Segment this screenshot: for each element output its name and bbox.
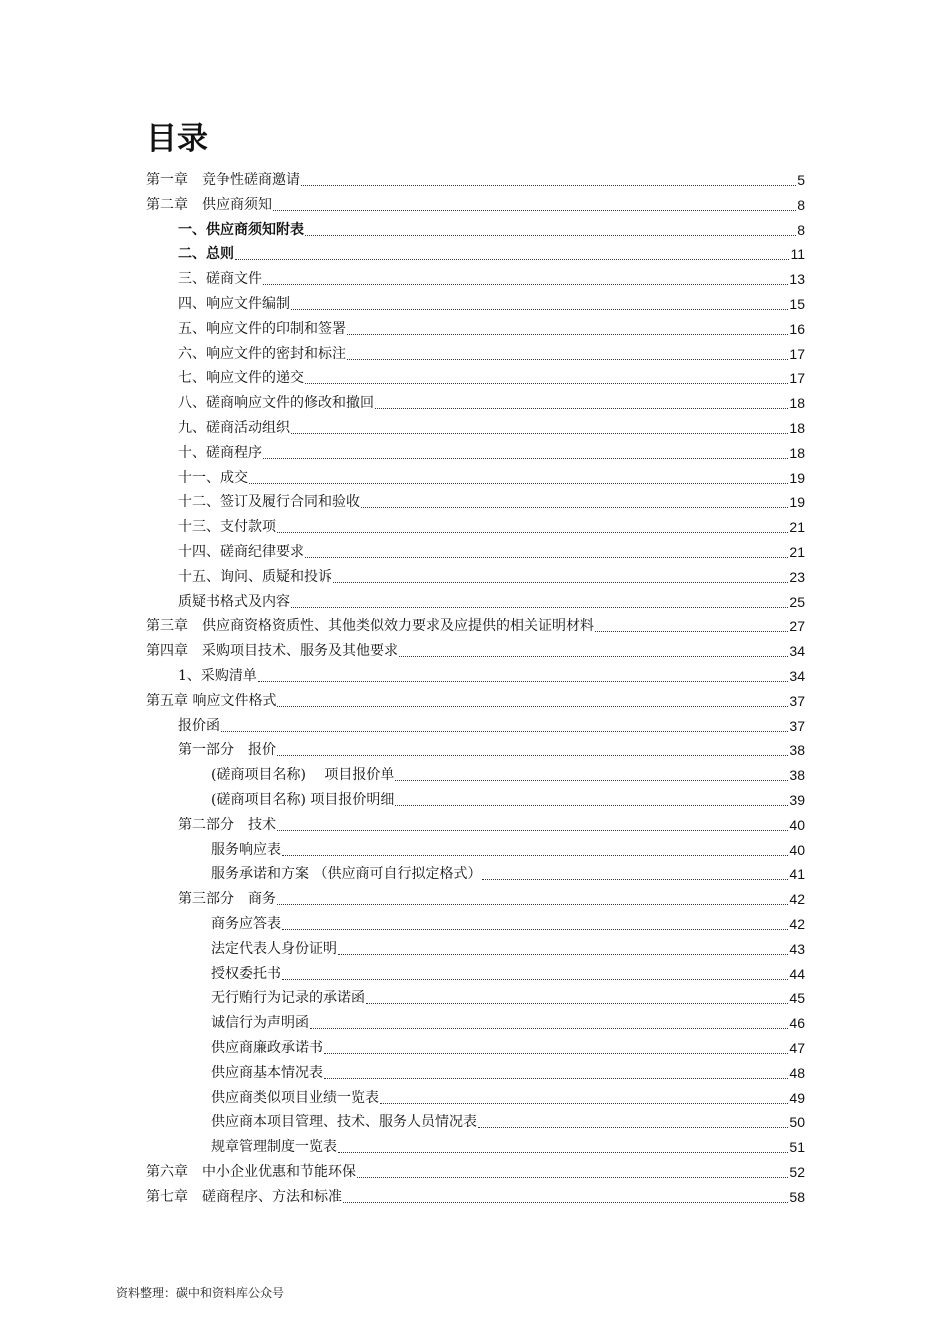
toc-entry-title: 供应商类似项目业绩一览表	[211, 1089, 379, 1106]
toc-page-number: 52	[789, 1164, 805, 1180]
toc-entry-title: 十四、磋商纪律要求	[178, 544, 304, 560]
toc-entry-title: 二、总则	[178, 246, 234, 263]
toc-page-number: 8	[797, 221, 805, 238]
toc-leader-dots	[263, 284, 788, 285]
toc-entry-title: 商务应答表	[211, 916, 281, 932]
toc-page-number: 23	[789, 568, 805, 585]
toc-leader-dots	[277, 904, 788, 905]
toc-entry[interactable]	[178, 811, 805, 835]
toc-leader-dots	[282, 929, 788, 930]
toc-entry[interactable]	[178, 538, 805, 562]
toc-page-number: 34	[789, 643, 805, 660]
toc-page-number: 18	[789, 444, 805, 461]
toc-entry-title: 十二、签订及履行合同和验收	[178, 494, 360, 511]
toc-page-number: 37	[789, 717, 805, 734]
toc-page-number: 18	[789, 420, 805, 436]
toc-entry-title: 十五、询问、质疑和投诉	[178, 568, 332, 585]
toc-entry[interactable]	[211, 960, 805, 984]
toc-entry[interactable]	[178, 414, 805, 438]
toc-entry-title: 1、采购清单	[178, 668, 257, 684]
toc-entry-title: 四、响应文件编制	[178, 296, 290, 312]
toc-leader-dots	[291, 433, 788, 434]
toc-leader-dots	[595, 631, 788, 632]
toc-entry-title: 九、磋商活动组织	[178, 420, 290, 436]
toc-leader-dots	[301, 185, 796, 186]
toc-entry[interactable]	[178, 662, 805, 686]
toc-leader-dots	[347, 334, 788, 335]
toc-entry[interactable]	[178, 736, 805, 760]
toc-leader-dots	[277, 755, 788, 756]
toc-entry-title: 第二部分 技术	[178, 816, 276, 833]
toc-entry-title: 供应商基本情况表	[211, 1064, 323, 1081]
toc-entry-title: (磋商项目名称) 项目报价明细	[211, 792, 395, 808]
toc-entry-title: 第六章 中小企业优惠和节能环保	[146, 1164, 356, 1180]
toc-entry-title: 第一部分 报价	[178, 742, 276, 759]
toc-entry[interactable]	[178, 389, 805, 413]
toc-page-number: 43	[789, 940, 805, 957]
toc-leader-dots	[399, 656, 788, 657]
toc-entry-title: (磋商项目名称) 项目报价单	[211, 767, 395, 784]
toc-leader-dots	[291, 607, 788, 608]
toc-entry-title: 服务响应表	[211, 841, 281, 858]
toc-leader-dots	[324, 1053, 788, 1054]
toc-page-number: 38	[789, 767, 805, 784]
toc-entry[interactable]	[178, 712, 805, 736]
toc-entry[interactable]	[178, 265, 805, 289]
toc-page-number: 16	[789, 320, 805, 337]
toc-page-number: 27	[789, 618, 805, 635]
toc-entry[interactable]	[211, 761, 805, 785]
toc-entry[interactable]	[211, 1133, 805, 1157]
toc-leader-dots	[277, 706, 788, 707]
toc-page-number: 38	[789, 742, 805, 759]
toc-leader-dots	[221, 731, 788, 732]
toc-entry[interactable]	[178, 315, 805, 339]
toc-entry-title: 第一章 竞争性磋商邀请	[146, 172, 300, 188]
toc-entry[interactable]	[178, 290, 805, 314]
toc-entry[interactable]	[178, 364, 805, 388]
toc-entry[interactable]	[211, 1009, 805, 1033]
toc-leader-dots	[478, 1127, 788, 1128]
toc-page-number: 42	[789, 891, 805, 908]
toc-page-number: 44	[789, 965, 805, 982]
toc-entry-title: 授权委托书	[211, 965, 281, 982]
toc-entry[interactable]	[178, 340, 805, 364]
toc-page-number: 40	[789, 841, 805, 858]
toc-entry-title: 五、响应文件的印制和签署	[178, 320, 346, 337]
toc-entry[interactable]	[211, 786, 805, 810]
toc-page-number: 5	[797, 172, 805, 188]
toc-entry[interactable]	[211, 860, 805, 884]
toc-entry-title: 服务承诺和方案 （供应商可自行拟定格式）	[211, 866, 482, 883]
toc-entry[interactable]	[146, 1183, 805, 1207]
toc-page-number: 41	[789, 866, 805, 883]
toc-entry[interactable]	[178, 588, 805, 612]
toc-entry[interactable]	[178, 240, 805, 264]
toc-page-number: 45	[789, 990, 805, 1007]
toc-entry-title: 十一、成交	[178, 469, 248, 486]
toc-page-number: 39	[789, 792, 805, 808]
page-title: 目录	[146, 121, 208, 157]
toc-entry[interactable]	[211, 910, 805, 934]
toc-entry[interactable]	[211, 1034, 805, 1058]
toc-page-number: 46	[789, 1015, 805, 1032]
toc-entry-title: 十三、支付款项	[178, 519, 276, 536]
toc-page-number: 21	[789, 544, 805, 560]
toc-entry[interactable]	[146, 637, 805, 661]
toc-entry-title: 一、供应商须知附表	[178, 221, 304, 238]
toc-entry[interactable]	[178, 488, 805, 512]
toc-entry-title: 无行贿行为记录的承诺函	[211, 990, 365, 1007]
toc-entry-title: 质疑书格式及内容	[178, 593, 290, 610]
toc-entry-title: 报价函	[178, 717, 220, 734]
toc-leader-dots	[347, 359, 788, 360]
toc-leader-dots	[324, 1078, 788, 1079]
toc-leader-dots	[305, 383, 788, 384]
toc-page-number: 51	[789, 1139, 805, 1156]
toc-entry[interactable]	[178, 563, 805, 587]
toc-page-number: 47	[789, 1040, 805, 1056]
toc-leader-dots	[282, 855, 788, 856]
toc-leader-dots	[249, 483, 788, 484]
toc-page-number: 21	[789, 519, 805, 536]
toc-leader-dots	[305, 235, 796, 236]
toc-leader-dots	[395, 805, 788, 806]
toc-page-number: 15	[789, 296, 805, 312]
toc-leader-dots	[277, 830, 788, 831]
toc-entry[interactable]	[146, 191, 805, 215]
toc-leader-dots	[338, 1152, 788, 1153]
toc-page-number: 42	[789, 916, 805, 932]
toc-entry[interactable]	[178, 885, 805, 909]
toc-leader-dots	[263, 458, 788, 459]
toc-entry-title: 八、磋商响应文件的修改和撤回	[178, 395, 374, 412]
toc-entry-title: 第三部分 商务	[178, 891, 276, 908]
toc-leader-dots	[361, 507, 788, 508]
toc-page-number: 17	[789, 345, 805, 362]
toc-entry[interactable]	[178, 513, 805, 537]
toc-leader-dots	[258, 681, 789, 682]
toc-page-number: 17	[789, 370, 805, 387]
toc-leader-dots	[357, 1177, 788, 1178]
toc-entry-title: 第四章 采购项目技术、服务及其他要求	[146, 643, 398, 660]
toc-entry[interactable]	[211, 1059, 805, 1083]
toc-page-number: 50	[789, 1114, 805, 1131]
toc-page-number: 58	[789, 1188, 805, 1205]
toc-leader-dots	[310, 1028, 788, 1029]
toc-leader-dots	[380, 1103, 788, 1104]
toc-entry-title: 规章管理制度一览表	[211, 1139, 337, 1156]
toc-page-number: 19	[789, 494, 805, 511]
toc-entry-title: 第二章 供应商须知	[146, 196, 272, 213]
toc-entry[interactable]	[178, 439, 805, 463]
toc-entry[interactable]	[178, 464, 805, 488]
toc-entry-title: 第七章 磋商程序、方法和标准	[146, 1188, 342, 1205]
toc-page-number: 8	[797, 196, 805, 213]
toc-leader-dots	[482, 879, 788, 880]
toc-entry-title: 供应商廉政承诺书	[211, 1040, 323, 1056]
toc-entry[interactable]	[146, 612, 805, 636]
toc-page-number: 37	[789, 692, 805, 709]
toc-entry[interactable]	[146, 687, 805, 711]
toc-entry[interactable]	[211, 984, 805, 1008]
toc-entry-title: 供应商本项目管理、技术、服务人员情况表	[211, 1114, 477, 1131]
toc-entry[interactable]	[211, 1084, 805, 1108]
toc-page-number: 48	[789, 1064, 805, 1081]
toc-page-number: 13	[789, 271, 805, 288]
toc-page-number: 19	[789, 469, 805, 486]
toc-leader-dots	[338, 954, 788, 955]
toc-leader-dots	[282, 979, 788, 980]
toc-page-number: 40	[789, 816, 805, 833]
toc-leader-dots	[277, 532, 788, 533]
toc-entry-title: 第五章 响应文件格式	[146, 692, 277, 709]
toc-entry[interactable]	[146, 166, 805, 190]
toc-entry-title: 六、响应文件的密封和标注	[178, 345, 346, 362]
toc-entry[interactable]	[178, 216, 805, 240]
toc-entry-title: 第三章 供应商资格资质性、其他类似效力要求及应提供的相关证明材料	[146, 618, 594, 635]
toc-page-number: 11	[790, 246, 805, 263]
toc-entry-title: 十、磋商程序	[178, 444, 262, 461]
toc-page-number: 34	[789, 668, 805, 684]
footer-note: 资料整理：碳中和资料库公众号	[116, 1286, 285, 1300]
toc-entry[interactable]	[211, 935, 805, 959]
toc-leader-dots	[343, 1202, 788, 1203]
toc-leader-dots	[333, 582, 788, 583]
toc-page-number: 18	[789, 395, 805, 412]
toc-leader-dots	[273, 210, 796, 211]
toc-leader-dots	[235, 259, 789, 260]
toc-leader-dots	[395, 780, 788, 781]
toc-entry[interactable]	[211, 836, 805, 860]
toc-entry[interactable]	[146, 1158, 805, 1182]
toc-page-number: 49	[789, 1089, 805, 1106]
toc-leader-dots	[375, 408, 788, 409]
toc-entry[interactable]	[211, 1108, 805, 1132]
toc-leader-dots	[291, 309, 788, 310]
toc-entry-title: 七、响应文件的递交	[178, 370, 304, 387]
toc-entry-title: 诚信行为声明函	[211, 1015, 309, 1032]
toc-entry-title: 法定代表人身份证明	[211, 940, 337, 957]
toc-leader-dots	[305, 557, 788, 558]
toc-leader-dots	[366, 1003, 788, 1004]
toc-entry-title: 三、磋商文件	[178, 271, 262, 288]
toc-page-number: 25	[789, 593, 805, 610]
